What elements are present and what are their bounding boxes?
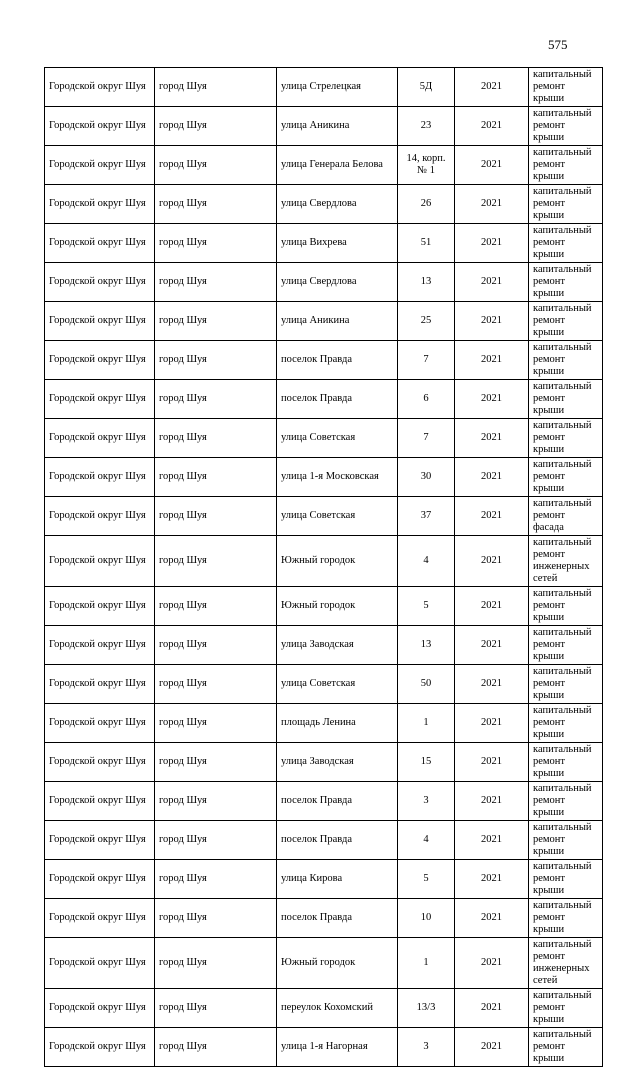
house-number-cell: 5 xyxy=(398,587,455,626)
year-cell: 2021 xyxy=(455,665,529,704)
table-row xyxy=(45,665,603,704)
table-row xyxy=(45,497,603,536)
city-cell: город Шуя xyxy=(155,68,277,107)
street-cell: улица Заводская xyxy=(277,626,398,665)
municipal-district-cell: Городской округ Шуя xyxy=(45,302,155,341)
year-cell: 2021 xyxy=(455,536,529,587)
table-row xyxy=(45,821,603,860)
house-number-cell: 25 xyxy=(398,302,455,341)
house-number-cell: 37 xyxy=(398,497,455,536)
table-row xyxy=(45,341,603,380)
street-cell: улица Свердлова xyxy=(277,263,398,302)
year-cell: 2021 xyxy=(455,419,529,458)
table-row xyxy=(45,107,603,146)
house-number-cell: 7 xyxy=(398,341,455,380)
street-cell: поселок Правда xyxy=(277,782,398,821)
municipal-district-cell: Городской округ Шуя xyxy=(45,380,155,419)
table-row xyxy=(45,989,603,1028)
house-number-cell: 13 xyxy=(398,263,455,302)
work-type-cell: капитальный ремонт крыши xyxy=(529,68,603,107)
house-number-cell: 5Д xyxy=(398,68,455,107)
house-number-cell: 14, корп. № 1 xyxy=(398,146,455,185)
work-type-cell: капитальный ремонт крыши xyxy=(529,989,603,1028)
table-row xyxy=(45,1028,603,1067)
street-cell: поселок Правда xyxy=(277,821,398,860)
year-cell: 2021 xyxy=(455,704,529,743)
street-cell: переулок Кохомский xyxy=(277,989,398,1028)
municipal-district-cell: Городской округ Шуя xyxy=(45,146,155,185)
city-cell: город Шуя xyxy=(155,263,277,302)
street-cell: улица 1-я Нагорная xyxy=(277,1028,398,1067)
city-cell: город Шуя xyxy=(155,860,277,899)
work-type-cell: капитальный ремонт крыши xyxy=(529,146,603,185)
table-row xyxy=(45,68,603,107)
house-number-cell: 1 xyxy=(398,938,455,989)
municipal-district-cell: Городской округ Шуя xyxy=(45,860,155,899)
year-cell: 2021 xyxy=(455,458,529,497)
table-row xyxy=(45,146,603,185)
work-type-cell: капитальный ремонт крыши xyxy=(529,341,603,380)
city-cell: город Шуя xyxy=(155,989,277,1028)
municipal-district-cell: Городской округ Шуя xyxy=(45,107,155,146)
work-type-cell: капитальный ремонт инженерных сетей xyxy=(529,536,603,587)
city-cell: город Шуя xyxy=(155,146,277,185)
city-cell: город Шуя xyxy=(155,938,277,989)
work-type-cell: капитальный ремонт крыши xyxy=(529,743,603,782)
municipal-district-cell: Городской округ Шуя xyxy=(45,938,155,989)
house-number-cell: 13/3 xyxy=(398,989,455,1028)
year-cell: 2021 xyxy=(455,1028,529,1067)
municipal-district-cell: Городской округ Шуя xyxy=(45,263,155,302)
municipal-district-cell: Городской округ Шуя xyxy=(45,626,155,665)
year-cell: 2021 xyxy=(455,107,529,146)
work-type-cell: капитальный ремонт крыши xyxy=(529,704,603,743)
city-cell: город Шуя xyxy=(155,380,277,419)
year-cell: 2021 xyxy=(455,743,529,782)
work-type-cell: капитальный ремонт крыши xyxy=(529,107,603,146)
work-type-cell: капитальный ремонт крыши xyxy=(529,380,603,419)
work-type-cell: капитальный ремонт крыши xyxy=(529,899,603,938)
work-type-cell: капитальный ремонт крыши xyxy=(529,419,603,458)
street-cell: улица Аникина xyxy=(277,107,398,146)
house-number-cell: 3 xyxy=(398,782,455,821)
table-row xyxy=(45,380,603,419)
table-row xyxy=(45,938,603,989)
municipal-district-cell: Городской округ Шуя xyxy=(45,68,155,107)
table-row xyxy=(45,587,603,626)
year-cell: 2021 xyxy=(455,263,529,302)
year-cell: 2021 xyxy=(455,146,529,185)
house-number-cell: 5 xyxy=(398,860,455,899)
street-cell: поселок Правда xyxy=(277,341,398,380)
table-row xyxy=(45,860,603,899)
house-number-cell: 6 xyxy=(398,380,455,419)
city-cell: город Шуя xyxy=(155,341,277,380)
year-cell: 2021 xyxy=(455,185,529,224)
city-cell: город Шуя xyxy=(155,665,277,704)
work-type-cell: капитальный ремонт крыши xyxy=(529,860,603,899)
year-cell: 2021 xyxy=(455,302,529,341)
table-row xyxy=(45,224,603,263)
municipal-district-cell: Городской округ Шуя xyxy=(45,1028,155,1067)
city-cell: город Шуя xyxy=(155,587,277,626)
street-cell: улица Кирова xyxy=(277,860,398,899)
house-number-cell: 10 xyxy=(398,899,455,938)
municipal-district-cell: Городской округ Шуя xyxy=(45,419,155,458)
city-cell: город Шуя xyxy=(155,458,277,497)
year-cell: 2021 xyxy=(455,860,529,899)
municipal-district-cell: Городской округ Шуя xyxy=(45,782,155,821)
municipal-district-cell: Городской округ Шуя xyxy=(45,224,155,263)
table-row xyxy=(45,302,603,341)
city-cell: город Шуя xyxy=(155,185,277,224)
street-cell: улица Советская xyxy=(277,497,398,536)
work-type-cell: капитальный ремонт крыши xyxy=(529,263,603,302)
house-number-cell: 7 xyxy=(398,419,455,458)
year-cell: 2021 xyxy=(455,989,529,1028)
table-row xyxy=(45,536,603,587)
year-cell: 2021 xyxy=(455,899,529,938)
municipal-district-cell: Городской округ Шуя xyxy=(45,704,155,743)
table-row xyxy=(45,458,603,497)
table-row xyxy=(45,899,603,938)
city-cell: город Шуя xyxy=(155,821,277,860)
city-cell: город Шуя xyxy=(155,1028,277,1067)
table-row xyxy=(45,185,603,224)
street-cell: поселок Правда xyxy=(277,380,398,419)
work-type-cell: капитальный ремонт фасада xyxy=(529,497,603,536)
year-cell: 2021 xyxy=(455,341,529,380)
house-number-cell: 23 xyxy=(398,107,455,146)
city-cell: город Шуя xyxy=(155,899,277,938)
city-cell: город Шуя xyxy=(155,419,277,458)
street-cell: поселок Правда xyxy=(277,899,398,938)
year-cell: 2021 xyxy=(455,497,529,536)
house-number-cell: 1 xyxy=(398,704,455,743)
house-number-cell: 26 xyxy=(398,185,455,224)
city-cell: город Шуя xyxy=(155,743,277,782)
year-cell: 2021 xyxy=(455,626,529,665)
house-number-cell: 4 xyxy=(398,821,455,860)
city-cell: город Шуя xyxy=(155,224,277,263)
street-cell: улица Советская xyxy=(277,665,398,704)
house-number-cell: 3 xyxy=(398,1028,455,1067)
city-cell: город Шуя xyxy=(155,704,277,743)
work-type-cell: капитальный ремонт крыши xyxy=(529,302,603,341)
municipal-district-cell: Городской округ Шуя xyxy=(45,536,155,587)
house-number-cell: 30 xyxy=(398,458,455,497)
municipal-district-cell: Городской округ Шуя xyxy=(45,497,155,536)
work-type-cell: капитальный ремонт инженерных сетей xyxy=(529,938,603,989)
table-row xyxy=(45,782,603,821)
year-cell: 2021 xyxy=(455,587,529,626)
municipal-district-cell: Городской округ Шуя xyxy=(45,899,155,938)
street-cell: Южный городок xyxy=(277,587,398,626)
housing-repair-table xyxy=(44,67,603,1067)
municipal-district-cell: Городской округ Шуя xyxy=(45,185,155,224)
work-type-cell: капитальный ремонт крыши xyxy=(529,458,603,497)
year-cell: 2021 xyxy=(455,938,529,989)
table-body xyxy=(45,68,603,1067)
city-cell: город Шуя xyxy=(155,536,277,587)
year-cell: 2021 xyxy=(455,782,529,821)
city-cell: город Шуя xyxy=(155,626,277,665)
house-number-cell: 50 xyxy=(398,665,455,704)
table-row xyxy=(45,626,603,665)
street-cell: Южный городок xyxy=(277,938,398,989)
work-type-cell: капитальный ремонт крыши xyxy=(529,665,603,704)
municipal-district-cell: Городской округ Шуя xyxy=(45,743,155,782)
street-cell: улица Аникина xyxy=(277,302,398,341)
work-type-cell: капитальный ремонт крыши xyxy=(529,587,603,626)
table-row xyxy=(45,743,603,782)
work-type-cell: капитальный ремонт крыши xyxy=(529,1028,603,1067)
street-cell: улица Заводская xyxy=(277,743,398,782)
municipal-district-cell: Городской округ Шуя xyxy=(45,587,155,626)
work-type-cell: капитальный ремонт крыши xyxy=(529,185,603,224)
street-cell: улица Свердлова xyxy=(277,185,398,224)
year-cell: 2021 xyxy=(455,68,529,107)
table-row xyxy=(45,263,603,302)
table-row xyxy=(45,419,603,458)
house-number-cell: 4 xyxy=(398,536,455,587)
street-cell: Южный городок xyxy=(277,536,398,587)
year-cell: 2021 xyxy=(455,821,529,860)
city-cell: город Шуя xyxy=(155,302,277,341)
municipal-district-cell: Городской округ Шуя xyxy=(45,458,155,497)
street-cell: улица Стрелецкая xyxy=(277,68,398,107)
city-cell: город Шуя xyxy=(155,497,277,536)
page-number: 575 xyxy=(548,37,568,52)
work-type-cell: капитальный ремонт крыши xyxy=(529,821,603,860)
work-type-cell: капитальный ремонт крыши xyxy=(529,782,603,821)
municipal-district-cell: Городской округ Шуя xyxy=(45,665,155,704)
street-cell: улица Советская xyxy=(277,419,398,458)
municipal-district-cell: Городской округ Шуя xyxy=(45,341,155,380)
municipal-district-cell: Городской округ Шуя xyxy=(45,821,155,860)
city-cell: город Шуя xyxy=(155,782,277,821)
work-type-cell: капитальный ремонт крыши xyxy=(529,626,603,665)
street-cell: улица Вихрева xyxy=(277,224,398,263)
street-cell: улица Генерала Белова xyxy=(277,146,398,185)
house-number-cell: 15 xyxy=(398,743,455,782)
house-number-cell: 13 xyxy=(398,626,455,665)
house-number-cell: 51 xyxy=(398,224,455,263)
year-cell: 2021 xyxy=(455,380,529,419)
street-cell: площадь Ленина xyxy=(277,704,398,743)
municipal-district-cell: Городской округ Шуя xyxy=(45,989,155,1028)
street-cell: улица 1-я Московская xyxy=(277,458,398,497)
work-type-cell: капитальный ремонт крыши xyxy=(529,224,603,263)
city-cell: город Шуя xyxy=(155,107,277,146)
table-row xyxy=(45,704,603,743)
year-cell: 2021 xyxy=(455,224,529,263)
